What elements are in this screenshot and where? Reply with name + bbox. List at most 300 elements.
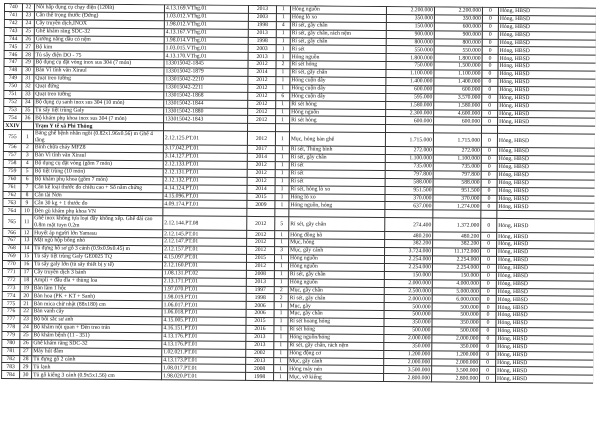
remaining-value-cell: 0 — [482, 86, 498, 94]
item-name-cell: Bộ khám phụ khoa (gồm 7 món) — [33, 176, 163, 185]
asset-code-cell: 1.06.018.PT.01 — [162, 309, 246, 318]
quantity-cell: 1 — [274, 302, 288, 310]
unit-price-cell: 797.800 — [385, 170, 433, 178]
item-name-cell: Cây truyền dịch,INOX — [34, 20, 164, 29]
condition-cell: Hỏng nguồn — [290, 53, 386, 62]
note-cell: Hỏng, HBSD — [497, 219, 595, 234]
total-value-cell: 1.715.000 — [433, 133, 481, 147]
remaining-value-cell: 0 — [482, 7, 498, 15]
total-value-cell: 5.000.000 — [432, 287, 480, 295]
item-number-cell: 28 — [20, 355, 32, 363]
note-cell: Hỏng, HBSD — [496, 327, 594, 336]
condition-cell: Mục, hỏng bản ghế — [289, 132, 385, 147]
note-cell: Hỏng, HBSD — [496, 359, 594, 368]
unit-price-cell: 2.800.000 — [384, 374, 432, 382]
row-number-cell: 763 — [3, 199, 21, 207]
quantity-cell: 1 — [274, 357, 288, 365]
unit-price-cell: 382.200 — [385, 240, 433, 248]
note-cell: Hỏng, HBSD — [498, 31, 596, 40]
year-cell: 2013 — [246, 357, 274, 365]
item-number-cell: 22 — [20, 308, 32, 316]
condition-cell: Rỉ sét, hỏng lò xo — [289, 185, 385, 194]
note-cell: Hỏng, HBSD — [496, 280, 594, 289]
year-cell: 2012 — [248, 116, 276, 124]
total-value-cell: 11.172.000 — [433, 248, 481, 256]
condition-cell: Rỉ sét, gãy chân — [290, 37, 386, 46]
item-number-cell: 33 — [22, 90, 34, 98]
condition-cell: Rỉ sét hoang hóng — [288, 318, 384, 327]
total-value-cell: 1.100.000 — [433, 155, 481, 163]
quantity-cell — [275, 124, 289, 132]
remaining-value-cell: 0 — [482, 78, 498, 86]
year-cell: 2012 — [247, 217, 275, 231]
quantity-cell: 1 — [274, 349, 288, 357]
asset-code-cell: 3.17.042.PT.01 — [163, 145, 247, 154]
asset-code-cell: 133015042-1879 — [164, 68, 248, 77]
condition-cell: Mục, vỡ kiếng — [288, 373, 384, 382]
condition-cell: Mục, hỏng — [289, 239, 385, 248]
asset-code-cell: 1.98.012.VThg.01 — [164, 21, 248, 30]
note-cell: Hỏng, HBSD — [496, 288, 594, 297]
remaining-value-cell: 0 — [482, 31, 498, 39]
row-number-cell: 784 — [2, 371, 20, 379]
note-cell: Hỏng, HBSD — [496, 296, 594, 305]
total-value-cell: 600.000 — [434, 23, 482, 31]
note-cell: Hỏng, HBSD — [497, 248, 595, 257]
item-name-cell: Bộ dụng cụ đặt vòng (gồm 7 món) — [33, 160, 163, 169]
asset-code-cell: 4.14.124.PT.01 — [163, 184, 247, 193]
total-value-cell: 588.000 — [433, 179, 481, 187]
note-cell: Hỏng, HBSD — [498, 78, 596, 87]
condition-cell: Hỏng nguồn — [288, 263, 384, 272]
remaining-value-cell: 0 — [480, 296, 496, 304]
condition-cell: Rỉ sét hỏng — [288, 326, 384, 335]
remaining-value-cell: 0 — [482, 94, 498, 102]
year-cell: 2013 — [248, 5, 276, 13]
year-cell: 2015 — [246, 254, 274, 262]
quantity-cell: 1 — [275, 177, 289, 185]
item-name-cell: Tủ sấy galy lớn (tủ sấy thiết bị y tế) — [32, 261, 162, 270]
item-name-cell: Bàn mica chữ nhật (88x180) cm — [32, 300, 162, 309]
year-cell: 2012 — [247, 231, 275, 239]
item-number-cell: 24 — [20, 324, 32, 332]
total-value-cell: 1.400.000 — [434, 78, 482, 86]
unit-price-cell: 2.254.000 — [384, 255, 432, 263]
unit-price-cell: 3.724.000 — [385, 248, 433, 256]
total-value-cell: 800.000 — [434, 38, 482, 46]
year-cell: 1998 — [246, 294, 274, 302]
quantity-cell: 1 — [274, 365, 288, 373]
unit-price-cell: 1.200.000 — [384, 350, 432, 358]
condition-cell: Hỏng cuộn dây — [290, 85, 386, 94]
row-number-cell: 777 — [2, 316, 20, 324]
item-number-cell: 6 — [21, 175, 33, 183]
item-name-cell: Bộ bồi sắc sư anh — [32, 316, 162, 325]
item-name-cell: Quạt treo tường — [34, 91, 164, 100]
asset-code-cell: 133015042-2210 — [164, 76, 248, 85]
total-value-cell: 2.254.000 — [432, 264, 480, 272]
row-number-cell: 757 — [3, 152, 21, 160]
quantity-cell: 1 — [274, 270, 288, 278]
quantity-cell: 1 — [275, 201, 289, 209]
asset-code-cell: 1.08.017.PT.01 — [162, 364, 246, 373]
quantity-cell: 1 — [275, 146, 289, 154]
item-number-cell: 15 — [20, 253, 32, 261]
row-number-cell: 775 — [2, 300, 20, 308]
note-cell: Hỏng, HBSD — [496, 343, 594, 352]
unit-price-cell: 600.000 — [386, 85, 434, 93]
item-name-cell: Bộ kim — [34, 43, 164, 52]
note-cell: Hỏng, HBSD — [496, 264, 594, 273]
quantity-cell: 6 — [276, 92, 290, 100]
note-cell: Hỏng, HBSD — [498, 7, 596, 16]
row-number-cell: 762 — [3, 191, 21, 199]
row-number-cell: 772 — [2, 276, 20, 284]
asset-code-cell: 4.13.173.PT.01 — [162, 356, 246, 365]
quantity-cell: 4 — [276, 21, 290, 29]
note-cell: Hỏng, HBSD — [496, 272, 594, 281]
unit-price-cell: 2.000.000 — [384, 358, 432, 366]
condition-cell: Hỏng nguồn/hỏng — [288, 334, 384, 343]
year-cell: 2012 — [247, 177, 275, 185]
item-number-cell: 25 — [20, 331, 32, 339]
year-cell — [247, 124, 275, 132]
condition-cell: Mục, gãy cánh — [289, 247, 385, 256]
total-value-cell: 2.254.000 — [432, 256, 480, 264]
row-number-cell: 753 — [4, 106, 22, 114]
item-name-cell: Bộ dụng cụ sanh inox sus 304 (10 món) — [34, 98, 164, 107]
item-number-cell: 16 — [20, 260, 32, 268]
remaining-value-cell — [481, 126, 497, 134]
remaining-value-cell: 0 — [480, 367, 496, 375]
item-number-cell: 26 — [20, 339, 32, 347]
asset-code-cell: 4.13.170.VThg.01 — [164, 52, 248, 61]
note-cell: Hỏng, HBSD — [497, 163, 595, 172]
note-cell: Hỏng, HBSD — [497, 179, 595, 188]
item-name-cell: Tủ sấy điện DO - 75 — [34, 51, 164, 60]
quantity-cell: 1 — [276, 116, 290, 124]
remaining-value-cell: 0 — [481, 148, 497, 156]
row-number-cell: 767 — [3, 237, 21, 245]
item-name-cell: Mặt ngủ hộp bông nhỏ — [33, 237, 163, 246]
condition-cell: Hỏng động cơ — [288, 349, 384, 358]
asset-code-cell: 1.98.019.PT.01 — [162, 293, 246, 302]
remaining-value-cell: 0 — [480, 375, 496, 383]
total-value-cell: 1.200.000 — [432, 350, 480, 358]
item-number-cell: 18 — [20, 276, 32, 284]
row-number-cell: 748 — [4, 67, 22, 75]
year-cell: 2006 — [246, 302, 274, 310]
year-cell: 2016 — [246, 325, 274, 333]
unit-price-cell: 600.000 — [386, 117, 434, 125]
unit-price-cell: 637.000 — [385, 202, 433, 210]
item-number-cell: 5 — [21, 168, 33, 176]
asset-code-cell: 2.13.171.PT.01 — [162, 277, 246, 286]
item-name-cell: Bộ tiệt trùng (10 món) — [33, 168, 163, 177]
unit-price-cell: 150.000 — [386, 22, 434, 30]
asset-code-cell: 4.16.151.PT.01 — [162, 325, 246, 334]
condition-cell: Hỏng nguồn — [288, 278, 384, 287]
row-number-cell: 770 — [2, 260, 20, 268]
remaining-value-cell: 0 — [482, 70, 498, 78]
item-name-cell: Ghế khám răng SDC-32 — [32, 339, 162, 348]
quantity-cell: 1 — [275, 193, 289, 201]
year-cell: 2003 — [248, 45, 276, 53]
quantity-cell: 1 — [276, 69, 290, 77]
item-number-cell: 9 — [21, 199, 33, 207]
remaining-value-cell — [481, 211, 497, 219]
condition-cell: Rỉ sét, gãy chân — [289, 217, 385, 232]
quantity-cell: 1 — [276, 77, 290, 85]
unit-price-cell: 500.000 — [384, 311, 432, 319]
unit-price-cell: 370.000 — [385, 194, 433, 202]
item-name-cell: Bàn hoa (PK + KT + Sanh) — [32, 292, 162, 301]
item-name-cell: Quạt đứng — [34, 83, 164, 92]
total-value-cell: 900.000 — [434, 31, 482, 39]
unit-price-cell: 2.200.000 — [386, 7, 434, 15]
total-value-cell: 2.200.000 — [434, 7, 482, 15]
item-name-cell: Bình chữa cháy MFZ8 — [33, 144, 163, 153]
quantity-cell: 1 — [275, 239, 289, 247]
year-cell: 2012 — [247, 246, 275, 254]
quantity-cell: 1 — [274, 341, 288, 349]
row-number-cell: 743 — [4, 27, 22, 35]
item-number-cell: 2 — [21, 144, 33, 152]
item-name-cell: Gường nằng dầu có nệm — [34, 35, 164, 44]
remaining-value-cell: 0 — [482, 15, 498, 23]
condition-cell: Rỉ sét, gãy chân — [290, 69, 386, 78]
asset-code-cell: 4.13.176.PT.01 — [162, 340, 246, 349]
remaining-value-cell: 0 — [482, 55, 498, 63]
remaining-value-cell: 0 — [482, 110, 498, 118]
unit-price-cell: 1.800.000 — [386, 54, 434, 62]
total-value-cell: 1.372.000 — [433, 218, 481, 232]
unit-price-cell: 1.715.000 — [385, 133, 433, 147]
item-number-cell: 10 — [21, 207, 33, 215]
total-value-cell: 550.000 — [434, 46, 482, 54]
remaining-value-cell: 0 — [480, 280, 496, 288]
asset-code-cell: 2.12.157.PT.01 — [163, 246, 247, 255]
year-cell: 2012 — [248, 61, 276, 69]
unit-price-cell: 2.500.000 — [384, 287, 432, 295]
condition-cell: Hỏng máy nén — [288, 365, 384, 374]
item-number-cell: 36 — [22, 114, 34, 122]
quantity-cell: 1 — [276, 85, 290, 93]
year-cell: 1998 — [246, 373, 274, 381]
note-cell: Hỏng, HBSD — [497, 203, 595, 212]
total-value-cell: 4.000.000 — [432, 279, 480, 287]
unit-price-cell: 350.000 — [386, 14, 434, 22]
condition-cell: Rỉ sét — [290, 45, 386, 54]
item-name-cell: Huyết áp người lớn Yamasu — [33, 229, 163, 238]
condition-cell: Hỏng nguồn, hỏng — [289, 201, 385, 210]
unit-price-cell: 274.400 — [385, 218, 433, 232]
unit-price-cell: 1.100.000 — [386, 70, 434, 78]
row-number-cell: 781 — [2, 347, 20, 355]
total-value-cell: 1.100.000 — [434, 70, 482, 78]
asset-code-cell: 2.12.125.PT.01 — [163, 131, 247, 146]
year-cell: 2012 — [247, 161, 275, 169]
year-cell: 2002 — [246, 349, 274, 357]
remaining-value-cell: 0 — [481, 171, 497, 179]
year-cell: 2013 — [246, 333, 274, 341]
item-number-cell: 19 — [20, 284, 32, 292]
asset-code-cell: 1.03.012.VThg.01 — [164, 13, 248, 22]
item-name-cell: Tủ lạnh — [32, 363, 162, 372]
total-value-cell: 6.000.000 — [432, 295, 480, 303]
total-value-cell: 600.000 — [434, 117, 482, 125]
quantity-cell: 1 — [275, 231, 289, 239]
condition-cell: Hỏng đồng hồ — [289, 231, 385, 240]
row-number-cell: 773 — [2, 284, 20, 292]
year-cell: 2012 — [246, 262, 274, 270]
quantity-cell: 5 — [275, 217, 289, 231]
condition-cell: Rỉ sét, gãy chân, rách nệm — [288, 341, 384, 350]
note-cell: Hỏng, HBSD — [497, 148, 595, 157]
total-value-cell: 272.000 — [433, 147, 481, 155]
row-number-cell: 756 — [3, 144, 21, 152]
item-number-cell: 29 — [22, 59, 34, 67]
item-name-cell: Cân kê loại thước đo chiều cao + Số năm chứng — [33, 183, 163, 192]
item-name-cell: Cân thể trọng thước (Đứng) — [34, 12, 164, 21]
total-value-cell: 3.570.000 — [434, 94, 482, 102]
item-number-cell: 23 — [20, 316, 32, 324]
remaining-value-cell: 0 — [482, 39, 498, 47]
row-number-cell: 761 — [3, 183, 21, 191]
year-cell: 2012 — [248, 76, 276, 84]
remaining-value-cell: 0 — [481, 187, 497, 195]
row-number-cell: 764 — [3, 207, 21, 215]
condition-cell: Hỏng nguồn — [290, 6, 386, 15]
item-number-cell: 7 — [21, 183, 33, 191]
asset-code-cell: 2.12.145.PT.01 — [163, 230, 247, 239]
year-cell: 2014 — [247, 185, 275, 193]
year-cell: 2013 — [246, 278, 274, 286]
remaining-value-cell: 0 — [482, 118, 498, 126]
total-value-cell: 735.000 — [433, 163, 481, 171]
year-cell: 1998 — [248, 21, 276, 29]
remaining-value-cell: 0 — [480, 335, 496, 343]
year-cell: 2003 — [248, 13, 276, 21]
remaining-value-cell: 0 — [480, 311, 496, 319]
unit-price-cell: 480.200 — [385, 232, 433, 240]
item-number-cell — [22, 122, 34, 130]
asset-code-cell: 2.12.133.PT.01 — [163, 161, 247, 170]
condition-cell: Hỏng nguồn — [290, 108, 386, 117]
remaining-value-cell: 0 — [480, 304, 496, 312]
year-cell: 2006 — [246, 310, 274, 318]
quantity-cell: 1 — [276, 45, 290, 53]
total-value-cell: 1.500.000 — [434, 62, 482, 70]
item-number-cell: 29 — [20, 363, 32, 371]
condition-cell: Rỉ sét hỏng — [290, 100, 386, 109]
total-value-cell: 1.580.000 — [434, 102, 482, 110]
quantity-cell: 2 — [274, 286, 288, 294]
remaining-value-cell: 0 — [481, 240, 497, 248]
remaining-value-cell: 0 — [481, 195, 497, 203]
total-value-cell: 951.500 — [433, 187, 481, 195]
item-number-cell: 35 — [22, 106, 34, 114]
asset-code-cell: 133015042-1868 — [164, 92, 248, 101]
quantity-cell: 2 — [276, 61, 290, 69]
unit-price-cell: 2.300.000 — [386, 109, 434, 117]
condition-cell: Rỉ sét, gãy chân — [288, 270, 384, 279]
row-number-cell: 766 — [3, 229, 21, 237]
quantity-cell: 1 — [274, 373, 288, 381]
total-value-cell: 4.600.000 — [434, 109, 482, 117]
item-number-cell: 31 — [22, 75, 34, 83]
note-cell: Hỏng, HBSD — [498, 118, 596, 127]
condition-cell: Rỉ sét, Thủng bình — [289, 146, 385, 155]
note-cell: Hỏng, HBSD — [496, 319, 594, 328]
asset-code-cell: 1.98.020.PT.01 — [162, 372, 246, 381]
row-number-cell: 746 — [4, 51, 22, 59]
row-number-cell: 752 — [4, 98, 22, 106]
item-name-cell: Bộ khám bệnh (11 - 351) — [32, 332, 162, 341]
year-cell: 2012 — [247, 239, 275, 247]
remaining-value-cell: 0 — [481, 155, 497, 163]
note-cell: Hỏng, HBSD — [497, 187, 595, 196]
condition-cell: Hỏng lò xo — [290, 14, 386, 23]
asset-code-cell: 2.12.131.PT.01 — [163, 169, 247, 178]
item-name-cell: Quạt treo tường — [34, 75, 164, 84]
year-cell — [247, 209, 275, 217]
note-cell: Hỏng, HBSD — [498, 94, 596, 103]
quantity-cell: 2 — [274, 294, 288, 302]
total-value-cell: 2.000.000 — [432, 335, 480, 343]
remaining-value-cell: 0 — [480, 327, 496, 335]
quantity-cell: 1 — [275, 154, 289, 162]
item-number-cell: 25 — [22, 27, 34, 35]
condition-cell: Mục, gãy chân — [288, 310, 384, 319]
row-number-cell: 741 — [4, 11, 22, 19]
item-name-cell: Bộ khám nội quan + Đèn treo trán — [32, 324, 162, 333]
row-number-cell: 782 — [2, 355, 20, 363]
remaining-value-cell: 0 — [480, 319, 496, 327]
row-number-cell: 740 — [4, 4, 22, 12]
total-value-cell: 600.000 — [434, 86, 482, 94]
remaining-value-cell: 0 — [480, 272, 496, 280]
quantity-cell: 1 — [274, 255, 288, 263]
item-name-cell: Bàn làm 1 hộc — [32, 284, 162, 293]
asset-code-cell: 4.15.096.PT.01 — [163, 192, 247, 201]
remaining-value-cell: 0 — [482, 23, 498, 31]
asset-code-cell: 133015042-2211 — [164, 84, 248, 93]
note-cell: Hỏng, HBSD — [497, 241, 595, 250]
note-cell: Hỏng, HBSD — [496, 256, 594, 265]
year-cell: 2008 — [246, 270, 274, 278]
item-number-cell: 27 — [22, 43, 34, 51]
remaining-value-cell: 0 — [481, 219, 497, 233]
condition-cell: Hỏng nguồn — [288, 255, 384, 264]
total-value-cell: 500.000 — [432, 327, 480, 335]
unit-price-cell: 1.400.000 — [386, 78, 434, 86]
item-name-cell: Cân tài Nơn — [33, 191, 163, 200]
asset-code-cell: 1.98.014.VThg.01 — [164, 36, 248, 45]
item-name-cell: Cây truyền dịch 3 bánh — [32, 268, 162, 277]
note-cell: Hỏng, HBSD — [498, 15, 596, 24]
total-value-cell: 350.000 — [432, 343, 480, 351]
row-number-cell: 747 — [4, 59, 22, 67]
asset-code-cell: 4.09.174.PT.01 — [163, 200, 247, 209]
quantity-cell: 1 — [274, 326, 288, 334]
total-value-cell: 797.800 — [433, 171, 481, 179]
quantity-cell: 1 — [274, 318, 288, 326]
item-number-cell: 23 — [22, 12, 34, 20]
unit-price-cell: 2.254.000 — [384, 263, 432, 271]
year-cell: 2012 — [248, 92, 276, 100]
quantity-cell: 1 — [274, 262, 288, 270]
